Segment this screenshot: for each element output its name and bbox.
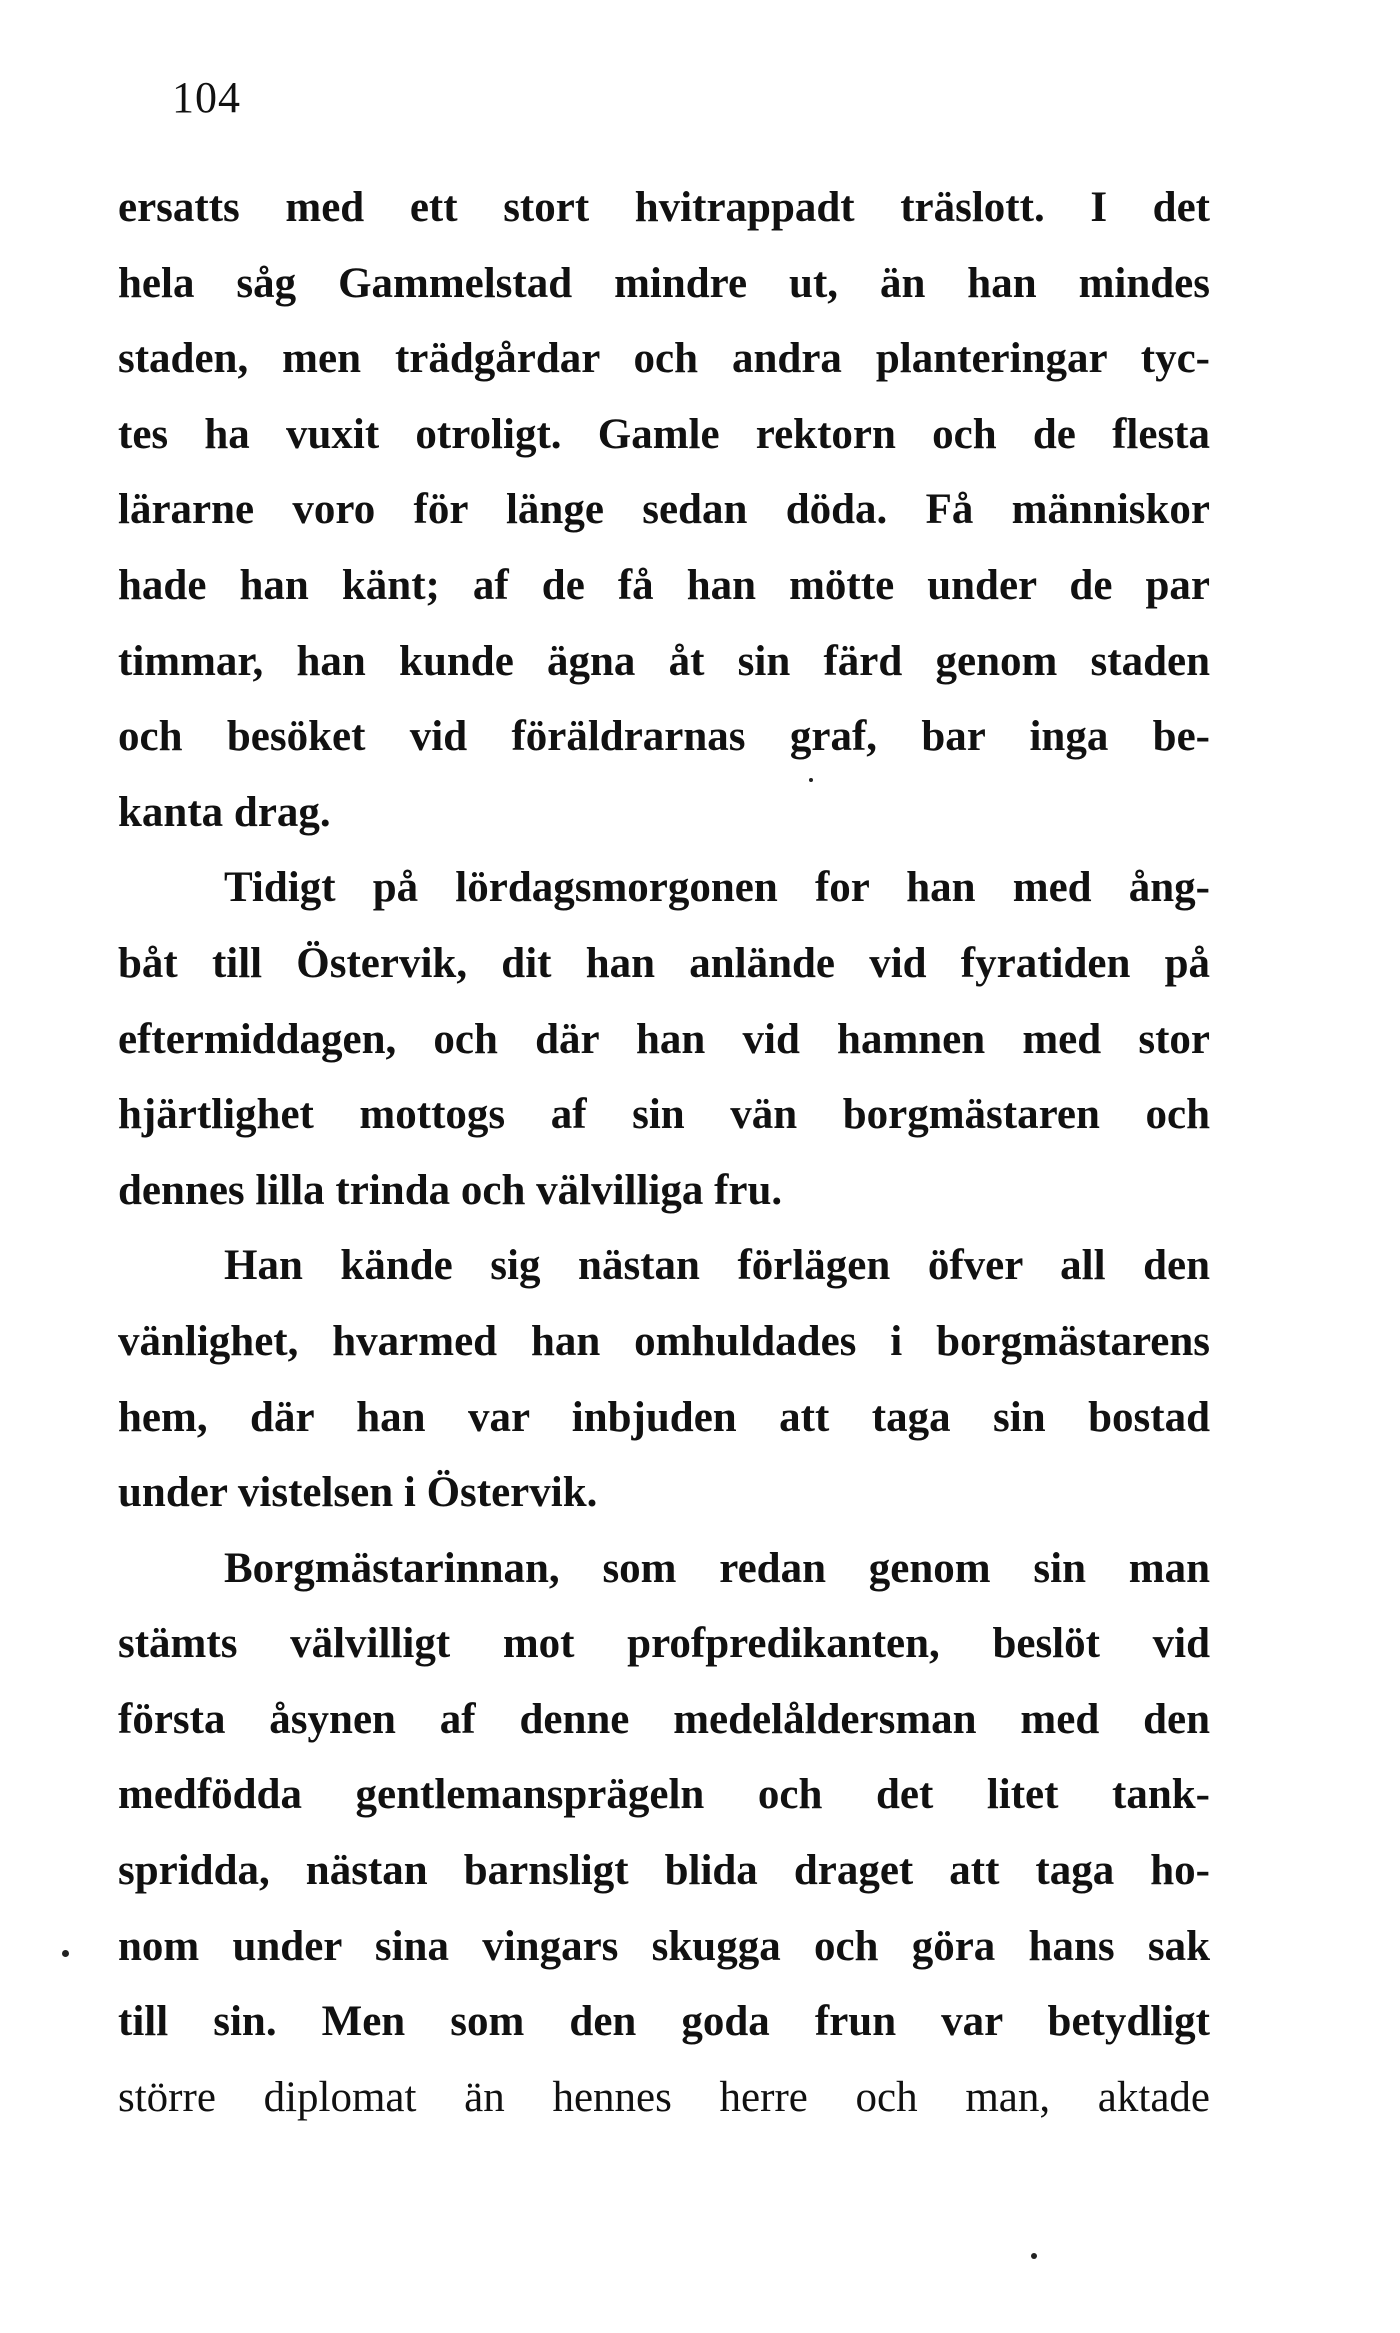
text-line: kanta drag. (118, 788, 331, 836)
text-line: båt till Östervik, dit han anlände vid fyratiden på (118, 939, 1210, 987)
text-line: till sin. Men som den goda frun var betydligt (118, 1998, 1210, 2046)
print-speck (1031, 2253, 1037, 2259)
text-line: hem, där han var inbjuden att taga sin bostad (118, 1393, 1210, 1441)
text-line: stämts välvilligt mot profpredikanten, beslöt vid (118, 1620, 1210, 1668)
text-line: timmar, han kunde ägna åt sin färd genom staden (118, 637, 1210, 685)
text-line: under vistelsen i Östervik. (118, 1469, 598, 1517)
text-line: hela såg Gammelstad mindre ut, än han mindes (118, 259, 1210, 307)
text-line: dennes lilla trinda och välvilliga fru. (118, 1166, 783, 1214)
text-line: större diplomat än hennes herre och man, aktade (118, 2073, 1210, 2121)
print-speck (62, 1950, 69, 1957)
text-line: Tidigt på lördagsmorgonen for han med ång- (224, 864, 1210, 912)
text-line: hjärtlighet mottogs af sin vän borgmästaren och (118, 1091, 1210, 1139)
text-line: vänlighet, hvarmed han omhuldades i borgmästarens (118, 1317, 1210, 1365)
text-line: lärarne voro för länge sedan döda. Få människor (118, 486, 1210, 534)
text-line: hade han känt; af de få han mötte under de par (118, 561, 1210, 609)
text-line: nom under sina vingars skugga och göra hans sak (118, 1922, 1210, 1970)
page-number: 104 (172, 73, 241, 122)
text-line: medfödda gentlemansprägeln och det litet tank- (118, 1771, 1210, 1819)
text-line: eftermiddagen, och där han vid hamnen med stor (118, 1015, 1210, 1063)
print-speck (809, 778, 813, 782)
text-line: och besöket vid föräldrarnas graf, bar inga be- (118, 713, 1210, 761)
text-line: staden, men trädgårdar och andra planteringar tyc- (118, 335, 1210, 383)
text-line: spridda, nästan barnsligt blida draget att taga ho- (118, 1847, 1210, 1895)
body-text (118, 170, 1210, 2135)
text-line: ersatts med ett stort hvitrappadt träslott. I det (118, 184, 1210, 231)
text-line: Borgmästarinnan, som redan genom sin man (224, 1544, 1210, 1592)
text-line: tes ha vuxit otroligt. Gamle rektorn och de flesta (118, 410, 1210, 458)
text-line: första åsynen af denne medelåldersman med den (118, 1695, 1210, 1743)
text-line: Han kände sig nästan förlägen öfver all den (224, 1242, 1210, 1290)
